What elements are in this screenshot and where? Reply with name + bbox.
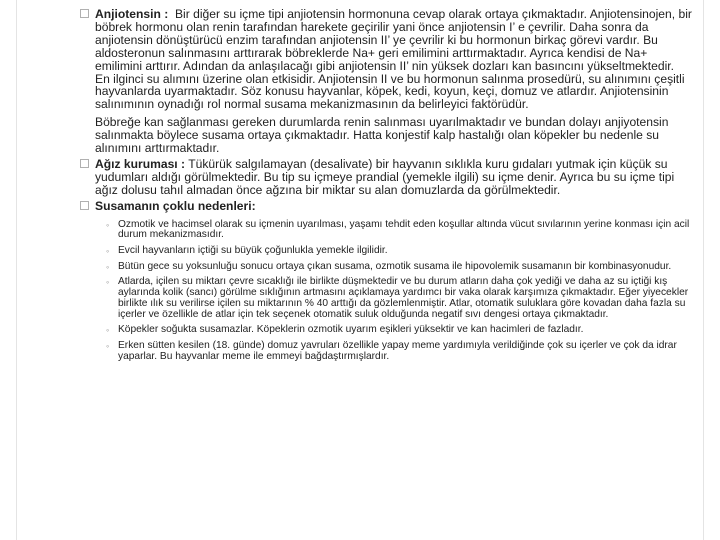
circle-bullet-icon: ◦ <box>106 219 110 230</box>
square-bullet-icon <box>80 9 89 18</box>
list-item <box>106 276 692 320</box>
list-item-text: Bütün gece su yoksunluğu sonucu ortaya çıkan susama, ozmotik susama ile hipovolemik susamanın bir kombinasyonudur. <box>118 260 672 272</box>
list-item-text: Evcil hayvanların içtiği su büyük çoğunlukla yemekle ilgilidir. <box>118 245 388 256</box>
anjiotensin-title: Anjiotensin : <box>95 7 169 21</box>
list-item-text: Ozmotik ve hacimsel olarak su içmenin uyarılması, yaşamı tehdit eden koşullar altında vücut sıvılarının yerine konması için acil durum mekanizmasıdır. <box>118 218 690 241</box>
circle-bullet-icon: ◦ <box>106 261 110 272</box>
list-item-text: Köpekler soğukta susamazlar. Köpeklerin ozmotik uyarım eşikleri yüksektir ve kan hacimleri de fazladır. <box>118 324 584 336</box>
slide-content <box>80 8 692 367</box>
list-item <box>106 324 692 336</box>
frame-line-left <box>16 0 17 540</box>
list-item <box>106 339 692 362</box>
square-bullet-icon <box>80 201 89 210</box>
list-item <box>106 245 692 257</box>
circle-bullet-icon: ◦ <box>106 325 110 336</box>
agiz-kurumasi-text: Tükürük salgılamayan (desalivate) bir hayvanın sıklıkla kuru gıdaları yutmak için küçük su yudumları aldığı görülmektedir. Bu tip su içmeye prandial (yemekle ilgili) su içme denir. Ayrıca bu su içme tipi ağız dolusu tahıl almadan önce ağzına bir miktar su alan domuzlarda da görülmektedir. <box>95 156 675 197</box>
section-anjiotensin <box>80 8 692 155</box>
susama-nedenleri-title: Susamanın çoklu nedenleri: <box>95 198 256 213</box>
list-item <box>106 218 692 241</box>
circle-bullet-icon: ◦ <box>106 340 110 351</box>
list-item-text: Erken sütten kesilen (18. günde) domuz yavruları özellikle yapay meme yardımıyla verildiğinde çok su içerler ve çok da idrar yaparlar. Bu hayvanlar meme ile emmeyi bağdaştırmışlardır. <box>118 339 677 362</box>
anjiotensin-paragraph-2: Böbreğe kan sağlanması gereken durumlarda renin salınması uyarılmaktadır ve bundan dolayı anjiyotensin salınmakta böylece susama ortaya çıkmaktadır. Hatta konjestif kalp hastalığı olan köpekler bu nedenle su alınımını arttırmaktadır. <box>95 115 669 156</box>
list-item-text: Atlarda, içilen su miktarı çevre sıcaklığı ile birlikte düşmektedir ve bu durum atların daha çok yediği ve daha az su içtiği kış aylarında kolik (sancı) görülme sıklığının artmasını açıklamaya yardımcı bir vaka olarak karşımıza çıkmaktadır. Eğer yiyecekler birlikte ılık su verilirse içilen su miktarının % 40 arttığı da gözlemlenmiştir. Atlar, otomatik suluklara göre kovadan daha fazla su içerler ve özellikle de atlar için tek seçenek otomatik suluk olduğunda negatif sıvı dengesi ortaya çıkmaktadır. <box>118 276 689 320</box>
circle-bullet-icon: ◦ <box>106 246 110 256</box>
susama-nedenleri-list <box>106 218 692 363</box>
anjiotensin-text-1: Bir diğer su içme tipi anjiotensin hormonuna cevap olarak ortaya çıkmaktadır. Anjiotensinojen, bir böbrek hormonu olan renin tarafından harekete geçirilir yani önce anjiotensin I’ e çevrilir. Daha sonra da anjiotensin dönüştürücü enzim tarafından anjiotensin II’ ye çevrilir ki bu hormonun birkaç görevi vardır. Bu aldosteronun salınmasını arttırarak böbreklerde Na+ geri emilimini arttırmaktadır. Ayrıca kendisi de Na+ emilimini arttırır. Adından da anlaşılacağı gibi anjiotensin II’ nin yüksek dozları kan basıncını yükseltmektedir. En ilginci su alımını üzerine olan etkisidir. Anjiotensin II ve bu hormonun salınma prosedürü, su alınımını çeşitli hayvanlarda uyarmaktadır. Söz konusu hayvanlar, köpek, kedi, koyun, keçi, domuz ve atlardır. Anjiotensinin salınımının oynadığı rol normal susama mekanizmasının da belirleyici faktörüdür. <box>95 7 692 112</box>
frame-line-right <box>703 0 704 540</box>
section-agiz-kurumasi <box>80 158 692 197</box>
list-item <box>106 260 692 273</box>
section-susama-nedenleri <box>80 200 692 213</box>
circle-bullet-icon: ◦ <box>106 277 110 288</box>
square-bullet-icon <box>80 159 89 168</box>
anjiotensin-paragraph-1 <box>95 8 692 111</box>
agiz-kurumasi-title: Ağız kuruması : <box>95 156 186 171</box>
